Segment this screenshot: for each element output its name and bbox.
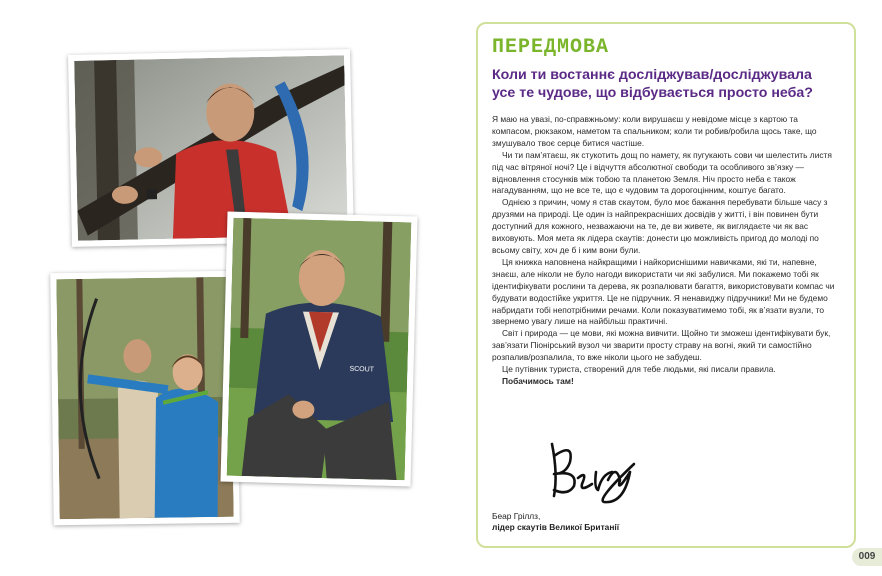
photo-archery-lesson-image xyxy=(56,277,233,519)
paragraph: Ця книжка наповнена найкращими і найкориснішими навичками, які ти, напевне, знаєш, але ніколи не було нагоди використати чи які забулися. Ми покажемо тобі як ідентифікувати рослини та дерева, як розпалювати багаття, використовувати компас чи будувати водостійке укриття. Це не підручник. Я ненавиджу підручники! Ми не будемо набридати тобі непотрібними речами. Коли показуватимемо тобі, як в’язати вузли, то звернемо увагу лише на найбільш практичні. xyxy=(492,256,835,327)
paragraph: Я маю на увазі, по-справжньому: коли вирушаєш у невідоме місце з картою та компасом, рюкзаком, наметом та спальником; коли ти робив/робила щось таке, що змушувало твоє серце битися частіше. xyxy=(492,114,817,148)
signature-name: Беар Гріллз, xyxy=(492,511,541,521)
signature-role: лідер скаутів Великої Британії xyxy=(492,522,620,532)
signature-image xyxy=(544,434,640,506)
photo-archery-lesson xyxy=(50,271,240,526)
page-number: 009 xyxy=(852,548,882,566)
closing-line: Побачимось там! xyxy=(502,375,574,386)
photo-scout-kneeling xyxy=(220,212,417,487)
foreword-subtitle: Коли ти востаннє досліджував/досліджувала усе те чудове, що відбувається просто неба? xyxy=(492,67,813,101)
foreword-heading: ПЕРЕДМОВА xyxy=(492,36,610,59)
paragraph: Чи ти пам’ятаєш, як стукотить дощ по намету, як пугукають сови чи шелестить листя під час вітряної ночі? Це і відчуття абсолютної свободи та особливого зв’язку — відновлення стосунків між тобою та планетою Земля. Ніч просто неба є також нагадуванням, що не все те, що є чудовим та дорогоцінним, коштує багато. xyxy=(492,149,832,196)
foreword-body xyxy=(492,114,840,388)
svg-text:SCOUT: SCOUT xyxy=(349,365,375,374)
photo-scout-kneeling-image xyxy=(227,218,412,481)
paragraph: Світ і природа — це мови, які можна вивчити. Щойно ти зможеш ідентифікувати бук, зав’язати Піонірський вузол чи зварити просту страву на вогні, який ти самостійно розпалив/розпалила, то вже ніколи цього не забудеш. xyxy=(492,328,831,363)
paragraph: Це путівник туриста, створений для тебе людьми, які писали правила. xyxy=(502,364,776,375)
paragraph: Однією з причин, чому я став скаутом, було моє бажання перебувати більше часу з друзями на природі. Це один із найпрекрасніших досвідів у житті, і він повинен бути доступний для кожного, незважаючи на те, де ви живете, як виглядаєте чи як вас виховують. Моя мета як лідера скаутів: донести цю можливість пригод до молоді по всьому світу, хоч де б і ким вони були. xyxy=(492,197,828,255)
foreword-panel xyxy=(476,22,856,548)
